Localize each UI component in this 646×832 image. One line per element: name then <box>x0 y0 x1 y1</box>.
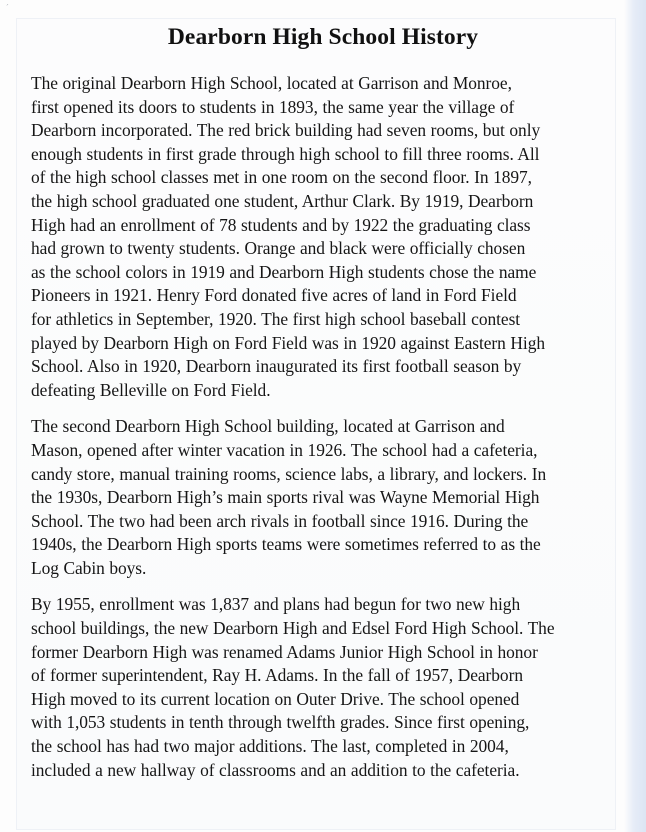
text-line: had grown to twenty students. Orange and black were officially chosen <box>31 238 526 259</box>
text-line: former Dearborn High was renamed Adams Junior High School in honor <box>31 641 538 662</box>
text-line: defeating Belleville on Ford Field. <box>31 379 271 400</box>
text-line: the school has had two major additions. The last, completed in 2004, <box>31 736 509 757</box>
text-line: of former superintendent, Ray H. Adams. In the fall of 1957, Dearborn <box>31 665 523 686</box>
text-line: The second Dearborn High School building, located at Garrison and <box>31 416 505 437</box>
text-line: enough students in first grade through high school to fill three rooms. All <box>31 143 540 164</box>
text-line: included a new hallway of classrooms and an addition to the cafeteria. <box>31 759 520 780</box>
text-line: candy store, manual training rooms, science labs, a library, and lockers. In <box>31 463 547 484</box>
text-line: High moved to its current location on Outer Drive. The school opened <box>31 688 520 709</box>
text-line: as the school colors in 1919 and Dearborn High students chose the name <box>31 261 537 282</box>
text-line: School. Also in 1920, Dearborn inaugurated its first football season by <box>31 356 522 377</box>
paragraph-original-building <box>31 72 631 402</box>
text-line: Dearborn incorporated. The red brick building had seven rooms, but only <box>31 120 541 141</box>
paragraph-current-location <box>31 593 631 782</box>
text-line: with 1,053 students in tenth through twelfth grades. Since first opening, <box>31 712 530 733</box>
text-line: By 1955, enrollment was 1,837 and plans had begun for two new high <box>31 594 521 615</box>
text-line: first opened its doors to students in 1893, the same year the village of <box>31 96 515 117</box>
text-line: school buildings, the new Dearborn High and Edsel Ford High School. The <box>31 618 555 639</box>
text-line: The original Dearborn High School, located at Garrison and Monroe, <box>31 73 512 93</box>
text-line: Pioneers in 1921. Henry Ford donated five acres of land in Ford Field <box>31 285 517 306</box>
text-line: High had an enrollment of 78 students and by 1922 the graduating class <box>31 214 531 235</box>
page-title: Dearborn High School History <box>167 24 479 50</box>
text-line: the 1930s, Dearborn High’s main sports rival was Wayne Memorial High <box>31 487 540 508</box>
text-line: Log Cabin boys. <box>31 557 147 578</box>
text-line: played by Dearborn High on Ford Field was in 1920 against Eastern High <box>31 332 545 353</box>
text-line: Mason, opened after winter vacation in 1926. The school had a cafeteria, <box>31 439 538 460</box>
document-body <box>31 72 631 782</box>
scan-speck: ´ <box>6 3 9 12</box>
text-line: of the high school classes met in one room on the second floor. In 1897, <box>31 167 532 188</box>
paragraph-second-building <box>31 415 631 580</box>
text-line: School. The two had been arch rivals in football since 1916. During the <box>31 510 529 531</box>
text-line: for athletics in September, 1920. The first high school baseball contest <box>31 308 521 329</box>
text-line: the high school graduated one student, Arthur Clark. By 1919, Dearborn <box>31 190 534 211</box>
text-line: 1940s, the Dearborn High sports teams were sometimes referred to as the <box>31 534 541 555</box>
